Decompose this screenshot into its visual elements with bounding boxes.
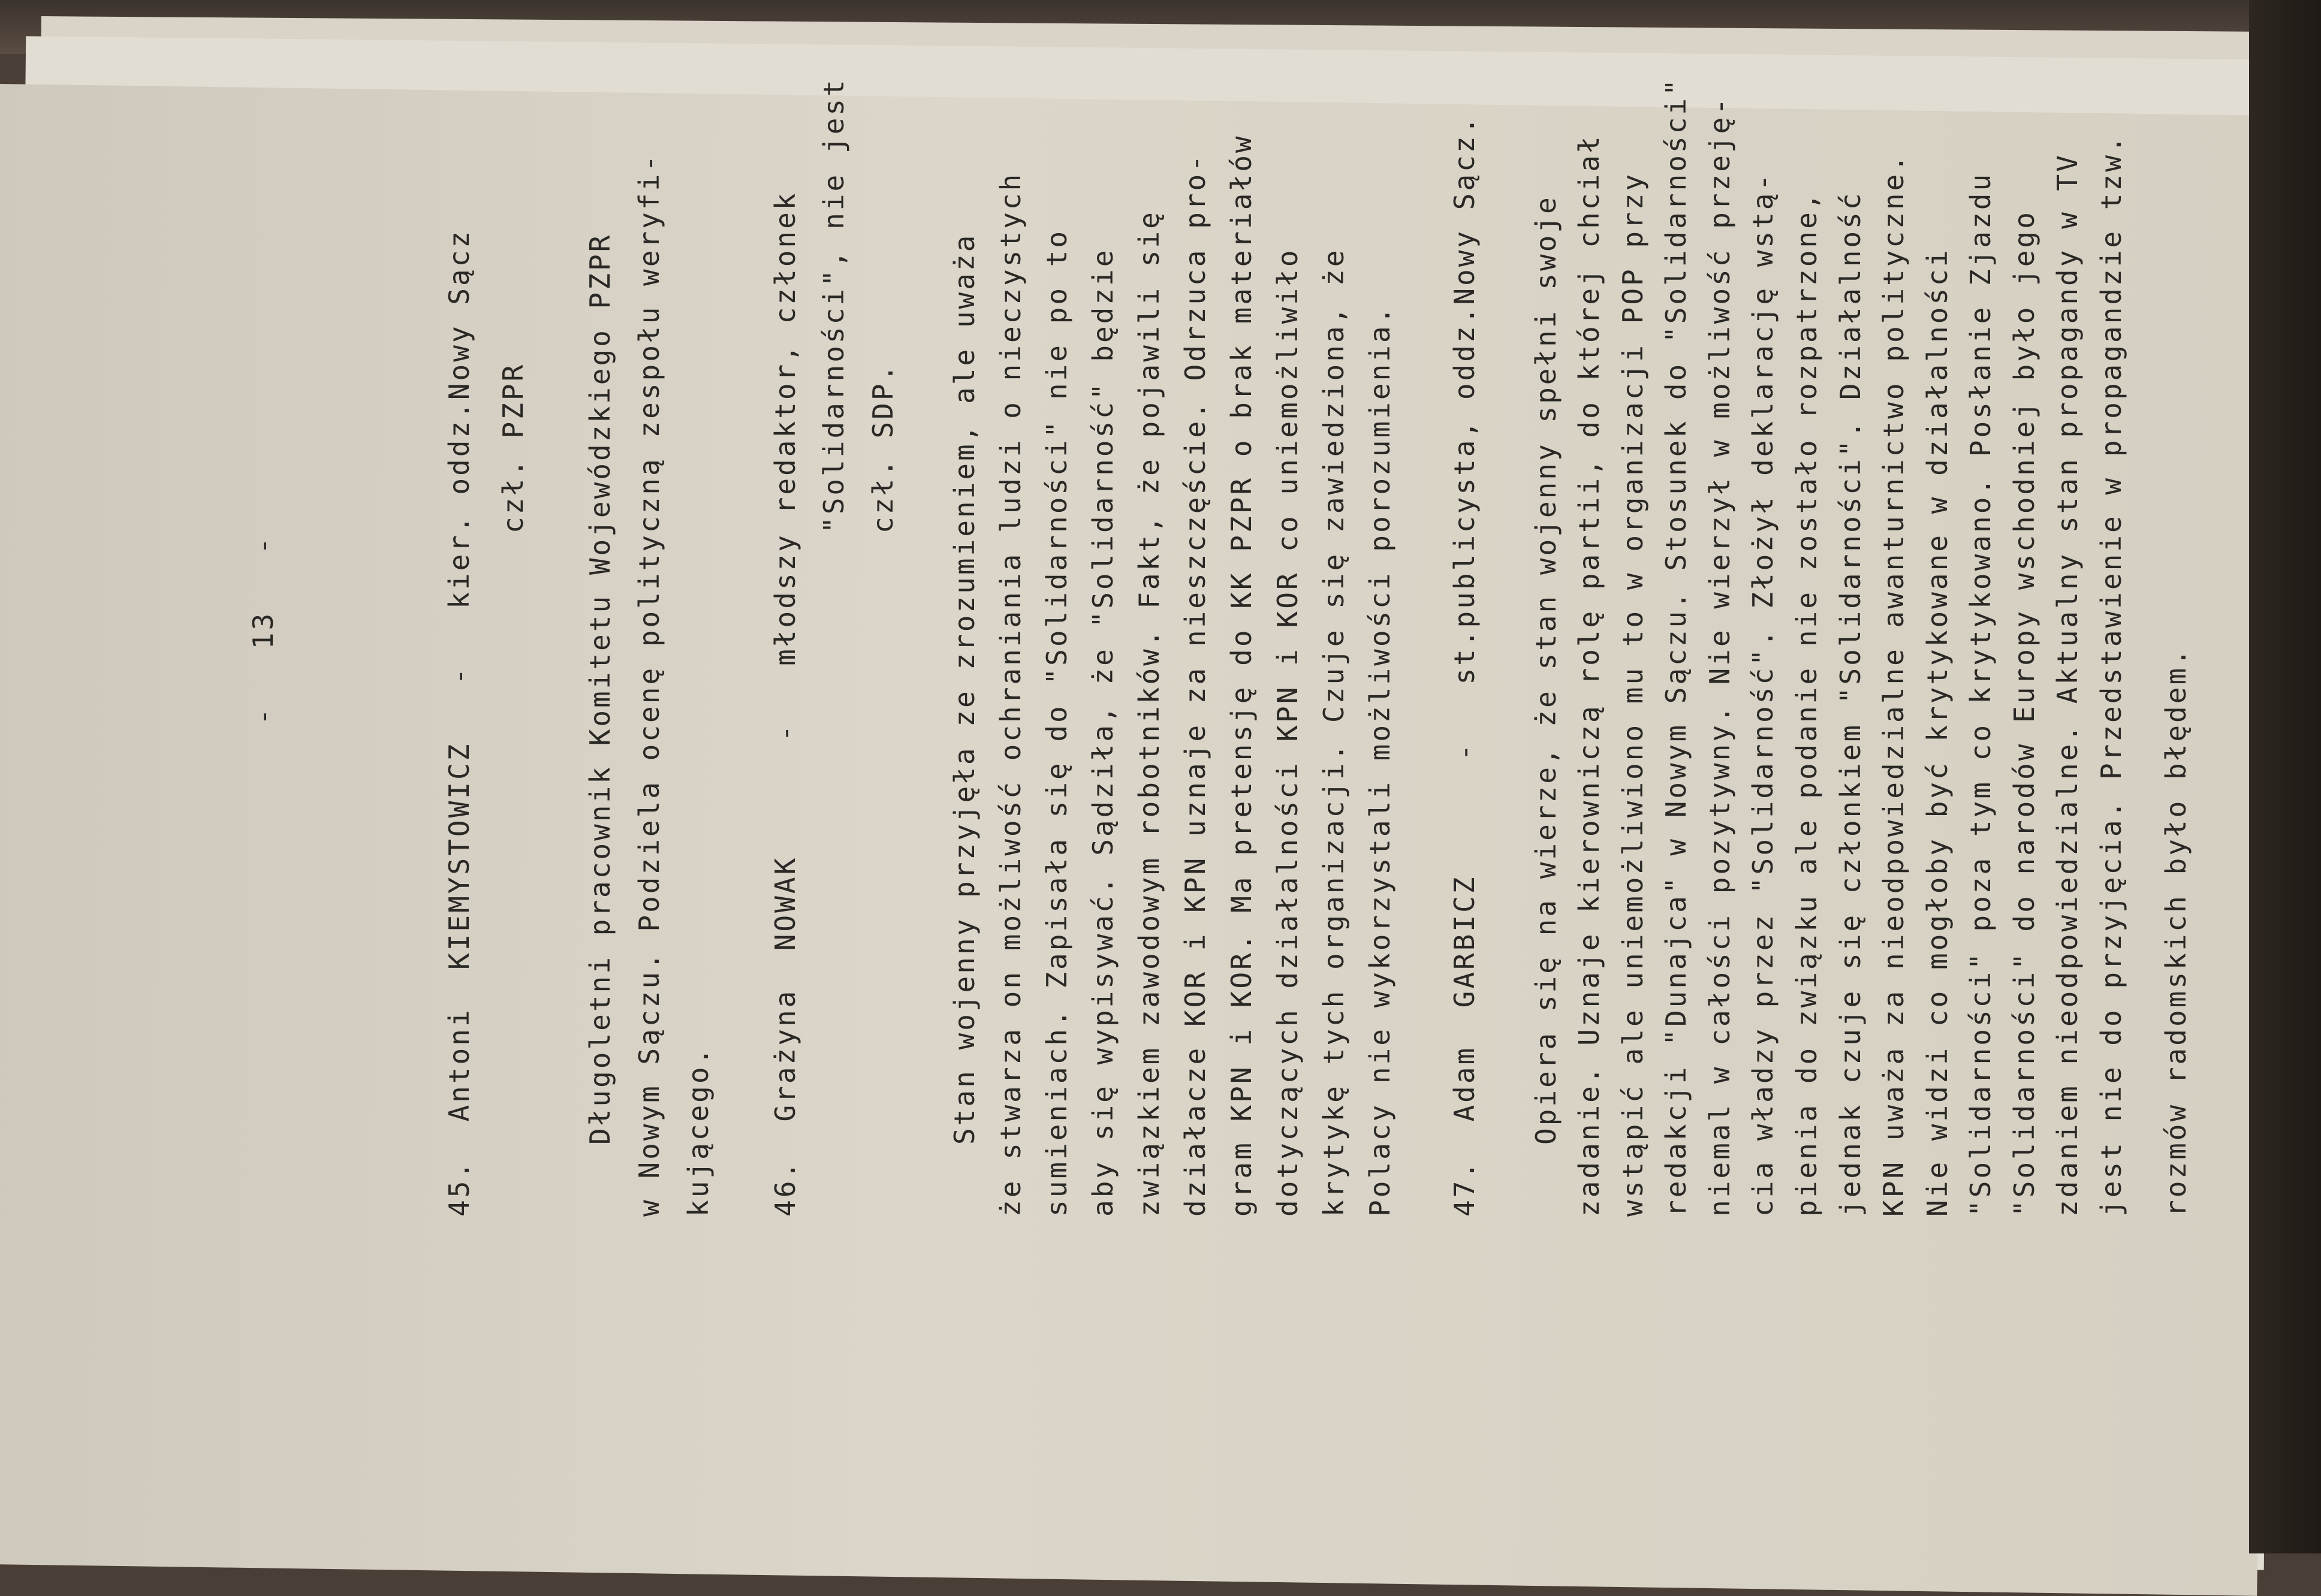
entry-46-body-line: gram KPN i KOR. Ma pretensję do KK PZPR o brak materiałów: [1225, 134, 1258, 1217]
entry-47-body-line: "Solidarności" poza tym co krytykowano. Posłanie Zjazdu: [1964, 171, 1997, 1217]
entry-47-body-line: Nie widzi co mogłoby być krytykowane w działalności: [1921, 248, 1954, 1217]
typed-text-block: [228, 77, 2193, 1313]
entry-47-body-line: rozmów radomskich było błędem.: [2160, 647, 2193, 1217]
entry-47-body-line: "Solidarności" do narodów Europy wschodniej było jego: [2007, 210, 2040, 1217]
entry-47-body-line: redakcji "Dunajca" w Nowym Sączu. Stosunek do "Solidarności": [1660, 77, 1693, 1217]
entry-47-body-line: zdaniem nieodpowiedzialne. Aktualny stan propagandy w TV: [2051, 153, 2084, 1217]
entry-45-body-line: Długoletni pracownik Komitetu Wojewódzkiego PZPR: [584, 233, 617, 1145]
entry-47-heading: 47. Adam GARBICZ - st.publicysta, oddz.Nowy Sącz.: [1448, 114, 1481, 1217]
entry-46-body-line: że stwarza on możliwość ochraniania ludzi o nieczystych: [994, 171, 1027, 1217]
dark-edge: [2249, 0, 2321, 1553]
entry-47-body-line: zadanie. Uznaje kierowniczą rolę partii, do której chciał: [1573, 134, 1606, 1217]
entry-46-body-line: sumieniach. Zapisała się do "Solidarności" nie po to: [1040, 228, 1073, 1217]
entry-46-body-line: dotyczących działalności KPN i KOR co uniemożliwiło: [1271, 248, 1304, 1217]
entry-45-heading-cont: czł. PZPR: [497, 362, 530, 533]
page-number: - 13 -: [247, 535, 280, 725]
entry-47-body-line: pienia do związku ale podanie nie zostało rozpatrzone,: [1790, 191, 1823, 1217]
entry-46-heading: 46. Grażyna NOWAK - młodszy redaktor, członek: [768, 191, 801, 1217]
entry-47-body-line: jednak czuje się członkiem "Solidarności". Działalność: [1834, 191, 1867, 1217]
entry-46-body-line: aby się wypisywać. Sądziła, że "Solidarność" będzie: [1086, 248, 1119, 1217]
entry-46-heading-cont: "Solidarności", nie jest: [818, 77, 851, 533]
entry-46-body-line: Polacy nie wykorzystali możliwości porozumienia.: [1364, 304, 1397, 1217]
entry-47-body-line: KPN uważa za nieodpowiedzialne awanturnictwo polityczne.: [1877, 153, 1910, 1217]
entry-46-heading-cont2: czł. SDP.: [866, 362, 899, 533]
entry-47-body-line: cia władzy przez "Solidarność". Złożył deklarację wstą-: [1747, 171, 1780, 1217]
entry-47-body-line: niemal w całości pozytywny. Nie wierzył w możliwość przeję-: [1703, 96, 1736, 1217]
entry-46-body-line: związkiem zawodowym robotników. Fakt, że pojawili się: [1133, 210, 1165, 1217]
entry-46-body-line: działacze KOR i KPN uznaje za nieszczęście. Odrzuca pro-: [1179, 153, 1212, 1217]
entry-47-body-line: wstąpić ale uniemożliwiono mu to w organizacji POP przy: [1616, 171, 1649, 1217]
entry-47-body-line: jest nie do przyjęcia. Przedstawienie w propagandzie tzw.: [2094, 134, 2127, 1217]
entry-46-body-line: krytykę tych organizacji. Czuje się zawiedziona, że: [1318, 248, 1351, 1217]
entry-47-body-line: Opiera się na wierze, że stan wojenny spełni swoje: [1529, 195, 1562, 1145]
entry-45-body-line: kującego.: [682, 1045, 715, 1217]
entry-45-heading: 45. Antoni KIEMYSTOWICZ - kier. oddz.Nowy Sącz: [442, 228, 475, 1217]
entry-45-body-line: w Nowym Sączu. Podziela ocenę polityczną zespołu weryfi-: [632, 153, 665, 1217]
entry-46-body-line: Stan wojenny przyjęła ze zrozumieniem, ale uważa: [948, 233, 981, 1145]
